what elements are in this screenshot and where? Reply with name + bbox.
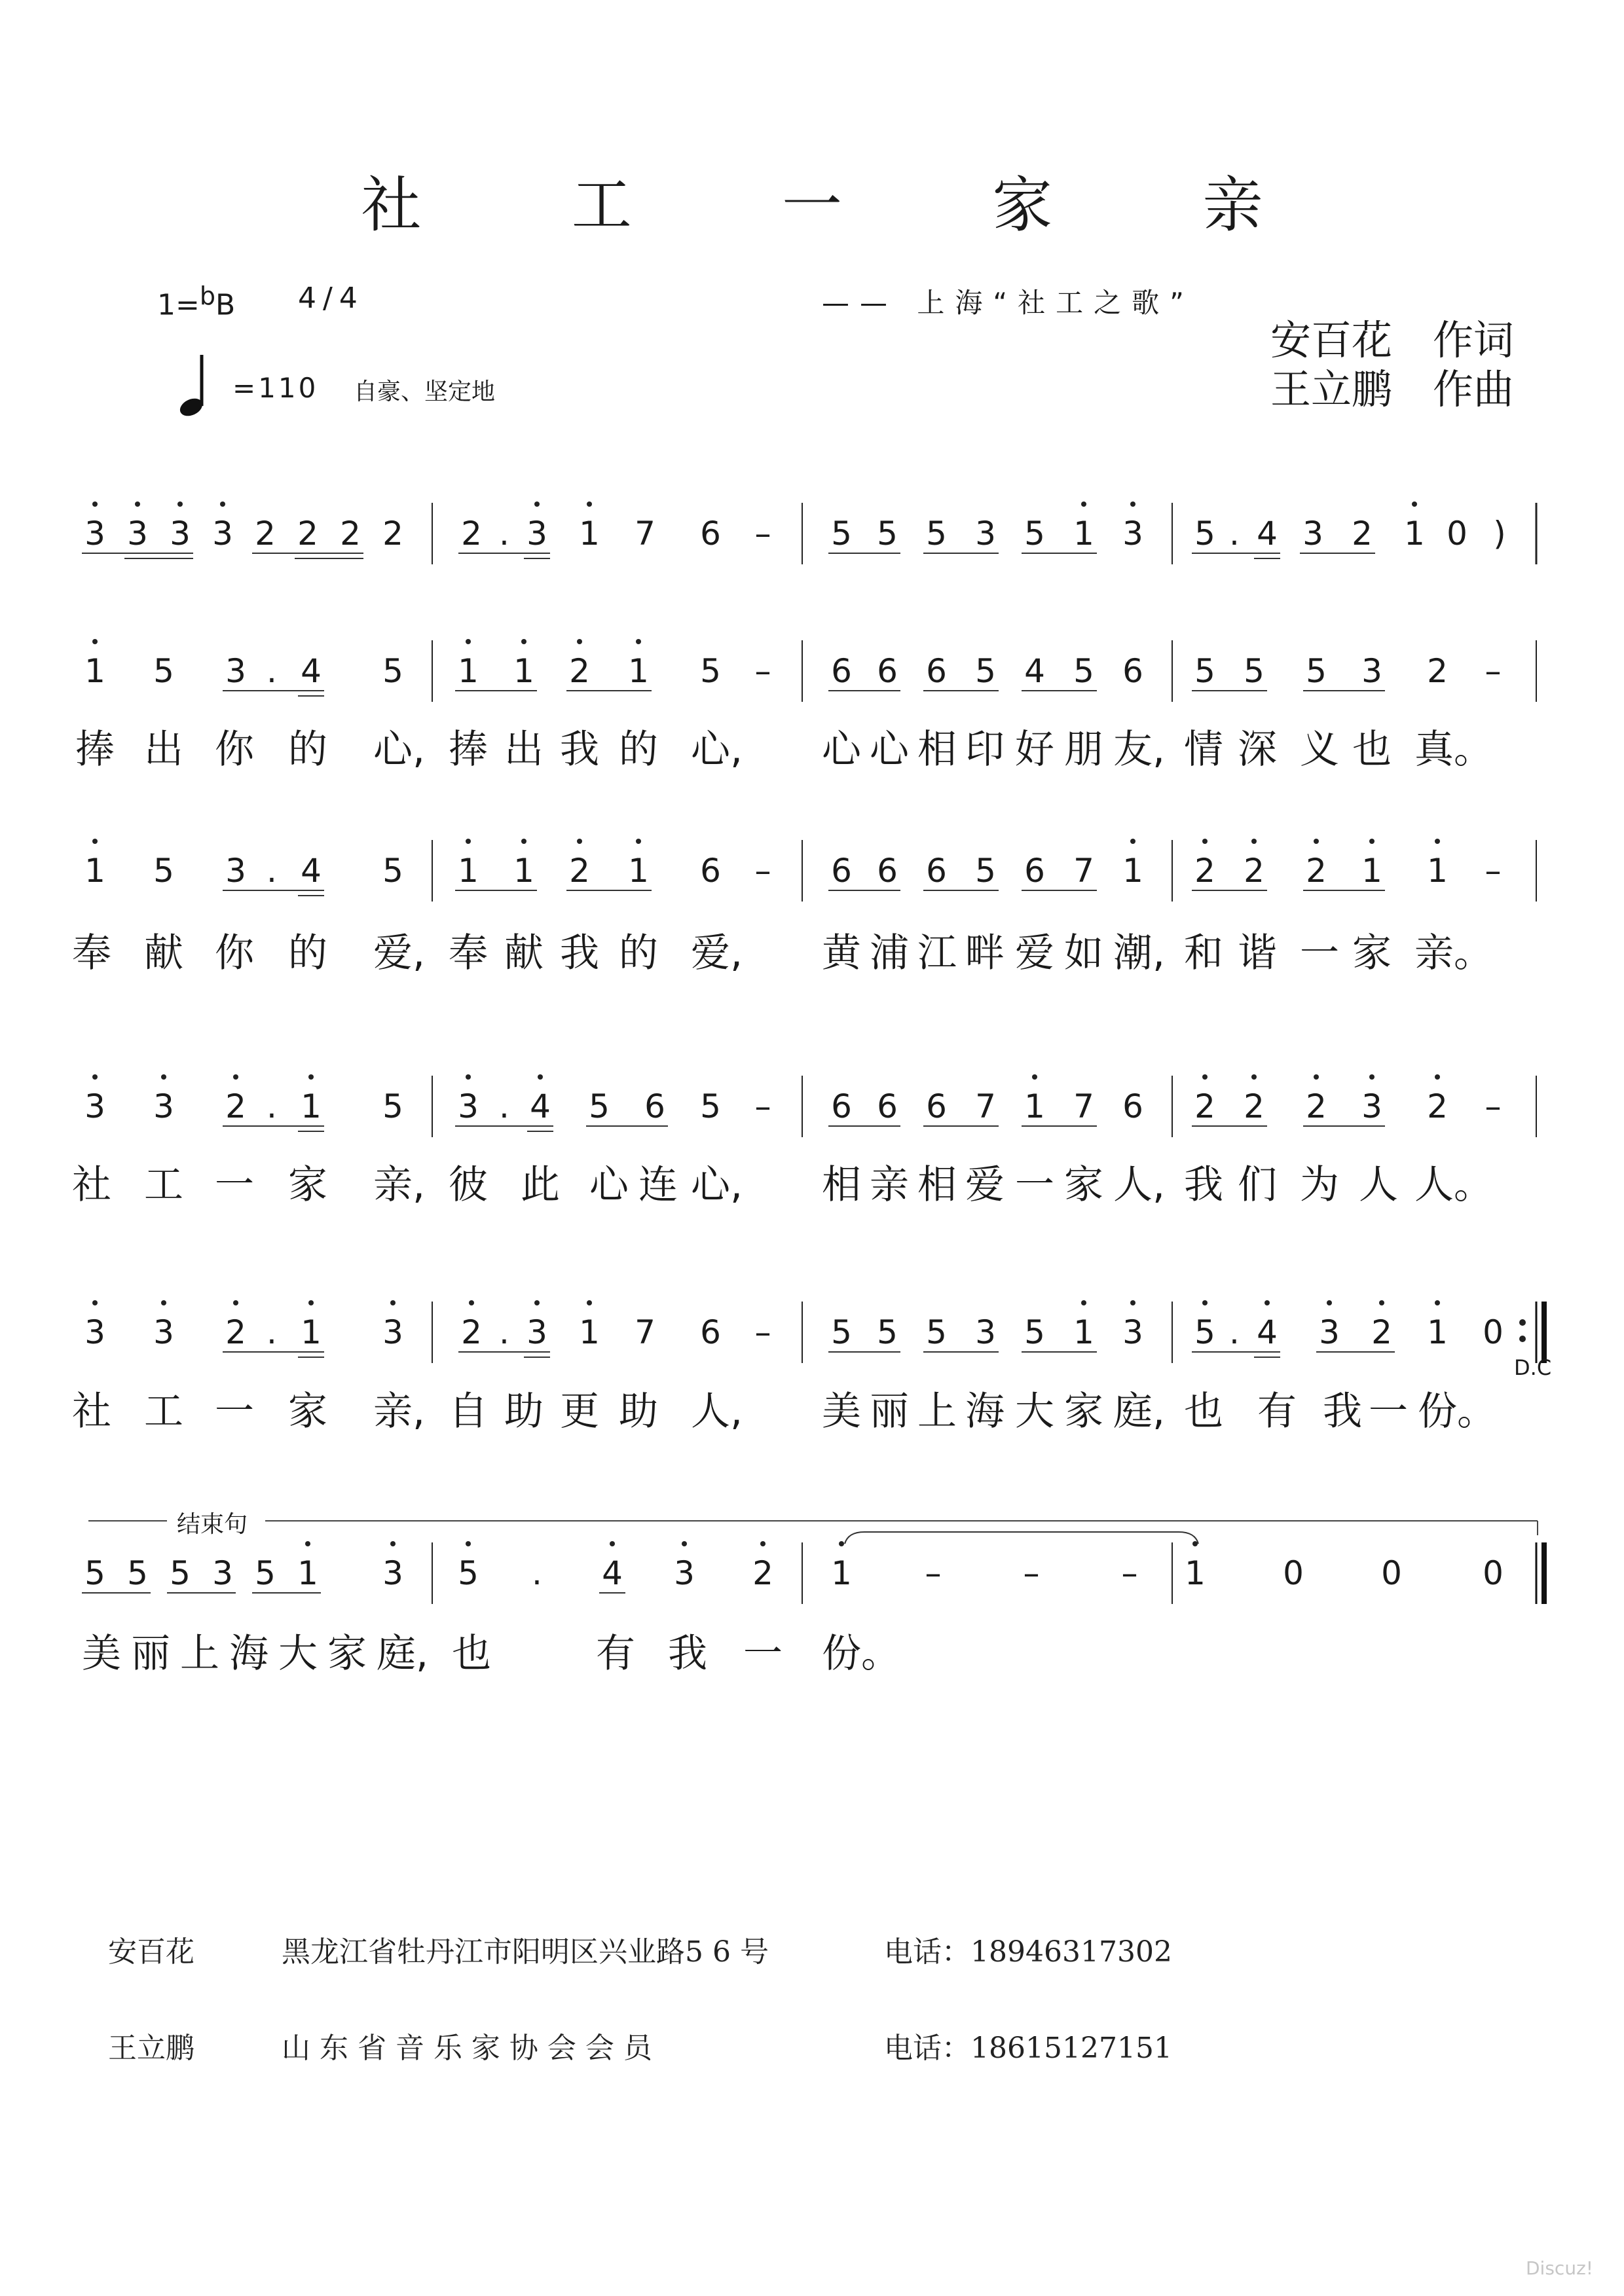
svg-text:.: . [499,515,509,553]
lyric-char: 深 [1238,727,1277,773]
svg-text:0: 0 [1483,1554,1504,1592]
lyric-char: 心 [870,727,909,773]
watermark: Discuz! [1526,2257,1593,2279]
svg-text:5: 5 [1073,652,1094,690]
key-note: B [215,288,236,322]
svg-text:–: – [925,1554,942,1592]
key-prefix: 1= [157,288,200,322]
svg-text:6: 6 [926,652,947,690]
lyric-char: 大 [1015,1389,1054,1434]
svg-text:1: 1 [1427,852,1448,890]
svg-text:6: 6 [644,1087,665,1125]
coda-label: 结束句 [177,1511,248,1538]
svg-text:1: 1 [301,1087,322,1125]
svg-text:1: 1 [301,1313,322,1351]
svg-text:5: 5 [975,852,996,890]
svg-text:6: 6 [877,852,898,890]
svg-text:–: – [1485,852,1502,890]
svg-text:1: 1 [84,652,105,690]
svg-text:7: 7 [635,515,655,553]
lyric-char: 助 [504,1389,544,1434]
lyric-char: 有 [1257,1389,1297,1434]
svg-text:3: 3 [127,515,148,553]
lyric-char: 一 [215,1389,254,1434]
lyric-char: 潮, [1113,930,1166,976]
svg-text:7: 7 [1073,1087,1094,1125]
svg-text:1: 1 [513,852,534,890]
svg-text:3: 3 [212,1554,233,1592]
lyric-char: 真。 [1414,727,1493,773]
footer-info-2: 山 东 省 音 乐 家 协 会 会 员 [282,2032,652,2065]
svg-text:5: 5 [84,1554,105,1592]
lyric-char: 人。 [1414,1162,1493,1208]
svg-text:0: 0 [1483,1313,1504,1351]
lyric-char: 也 [1184,1389,1223,1434]
footer-phone-2: 电话：18615127151 [884,2032,1172,2065]
lyric-char: 心 [822,727,861,773]
svg-text:1: 1 [513,652,534,690]
lyric-char: 家 [327,1631,367,1677]
svg-text:6: 6 [831,852,852,890]
svg-text:6: 6 [877,652,898,690]
lyric-char: 谐 [1238,930,1277,976]
lyric-char: 爱, [691,930,743,976]
svg-text:5: 5 [153,852,174,890]
lyric-char: 一 [1300,930,1339,976]
svg-text:5: 5 [458,1554,479,1592]
lyric-char: 心 [589,1162,629,1208]
lyric-char: 亲 [870,1162,909,1208]
lyric-char: 亲。 [1414,930,1493,976]
svg-text:2: 2 [1427,652,1448,690]
svg-text:6: 6 [1122,652,1143,690]
svg-text:5: 5 [700,652,721,690]
lyric-char: 和 [1184,930,1223,976]
svg-text:–: – [1485,1087,1502,1125]
composer-credit: 王立鹏 作曲 [1270,365,1515,413]
svg-text:1: 1 [458,652,479,690]
lyric-char: 也 [1352,727,1392,773]
lyric-line-3 [65,1154,1572,1206]
svg-text:1: 1 [84,852,105,890]
svg-text:3: 3 [382,1554,403,1592]
lyric-char: 社 [72,1389,111,1434]
lyric-char: 印 [965,727,1005,773]
svg-text:2: 2 [382,515,403,553]
lyric-char: 份。 [822,1631,900,1677]
svg-text:.: . [1229,515,1240,553]
svg-text:.: . [267,852,277,890]
svg-text:1: 1 [1361,852,1382,890]
lyric-char: 亲, [373,1162,426,1208]
lyric-char: 奉 [72,930,111,976]
svg-text:2: 2 [752,1554,773,1592]
lyric-char: 上 [917,1389,957,1434]
svg-text:1: 1 [297,1554,318,1592]
song-title: 社 工 一 家 亲 [361,170,1329,240]
svg-text:1: 1 [1404,515,1425,553]
svg-text:1: 1 [831,1554,852,1592]
lyric-char: 情 [1184,727,1223,773]
svg-text:3: 3 [674,1554,695,1592]
svg-text:2: 2 [225,1313,246,1351]
lyric-char: 亲, [373,1389,426,1434]
svg-text:2: 2 [340,515,361,553]
lyric-char: 为 [1300,1162,1339,1208]
lyric-line-4 [65,1380,1572,1432]
lyric-char: 捧 [449,727,488,773]
subtitle: —— 上海“社工之歌” [822,287,1194,319]
lyric-char: 连 [638,1162,678,1208]
svg-text:2: 2 [461,515,482,553]
svg-text:5: 5 [831,515,852,553]
lyric-char: 庭, [377,1631,429,1677]
svg-text:3: 3 [153,1087,174,1125]
svg-text:7: 7 [1073,852,1094,890]
lyric-char: 一 [215,1162,254,1208]
svg-text:.: . [499,1087,509,1125]
svg-text:1: 1 [579,1313,600,1351]
lyric-char: 你 [215,930,254,976]
lyric-char: 一 [743,1631,783,1677]
lyric-char: 有 [596,1631,635,1677]
lyric-char: 我 [560,727,599,773]
lyric-char: 人, [691,1389,743,1434]
da-capo-mark: D.C [1514,1355,1552,1380]
lyric-char: 家 [288,1162,327,1208]
notation-row-5 [0,1283,1624,1388]
svg-text:–: – [754,515,771,553]
svg-text:–: – [754,1087,771,1125]
svg-text:3: 3 [458,1087,479,1125]
lyric-char: 海 [965,1389,1005,1434]
svg-text:3: 3 [1302,515,1323,553]
lyric-char: 奉 [449,930,488,976]
svg-text:6: 6 [700,515,721,553]
svg-text:3: 3 [84,1087,105,1125]
svg-text:3: 3 [1361,652,1382,690]
svg-text:1: 1 [628,852,649,890]
lyric-char: 出 [144,727,183,773]
notation-row-coda [0,1524,1624,1629]
svg-text:1: 1 [1185,1554,1206,1592]
footer-phone-1: 电话：18946317302 [884,1935,1172,1969]
lyric-char: 此 [521,1162,560,1208]
lyric-char: 相 [822,1162,861,1208]
lyric-char: 捧 [75,727,115,773]
lyric-char: 也 [452,1631,491,1677]
svg-text:4: 4 [301,652,322,690]
svg-text:6: 6 [831,652,852,690]
svg-text:3: 3 [1122,515,1143,553]
svg-text:3: 3 [526,515,547,553]
svg-text:1: 1 [1073,1313,1094,1351]
footer-name-1: 安百花 [108,1935,194,1969]
svg-text:6: 6 [1122,1087,1143,1125]
svg-text:3: 3 [975,1313,996,1351]
svg-text:2: 2 [569,852,590,890]
svg-text:2: 2 [1306,1087,1327,1125]
svg-text:2: 2 [461,1313,482,1351]
lyric-line-2 [65,922,1572,974]
svg-text:5: 5 [1194,1313,1215,1351]
svg-text:5: 5 [1194,515,1215,553]
svg-text:.: . [532,1554,542,1592]
svg-text:3: 3 [1122,1313,1143,1351]
lyric-char: 我 [668,1631,707,1677]
lyric-char: 朋 [1064,727,1103,773]
svg-text:3: 3 [153,1313,174,1351]
svg-text:5: 5 [877,515,898,553]
lyric-char: 献 [144,930,183,976]
lyric-line-1 [65,718,1572,771]
lyric-char: 友, [1113,727,1166,773]
lyric-char: 美 [82,1631,121,1677]
svg-text:5: 5 [382,1087,403,1125]
svg-text:1: 1 [1073,515,1094,553]
svg-text:6: 6 [831,1087,852,1125]
lyric-char: 浦 [870,930,909,976]
svg-text:4: 4 [530,1087,551,1125]
svg-text:5: 5 [255,1554,276,1592]
svg-text:–: – [1023,1554,1040,1592]
svg-text:2: 2 [1352,515,1373,553]
svg-text:3: 3 [526,1313,547,1351]
lyric-char: 相 [917,1162,957,1208]
lyric-char: 们 [1238,1162,1277,1208]
svg-text:6: 6 [700,1313,721,1351]
svg-text:1: 1 [628,652,649,690]
svg-text:–: – [754,652,771,690]
lyric-char: 庭, [1113,1389,1166,1434]
lyric-char: 人 [1359,1162,1398,1208]
footer-info-1: 黑龙江省牡丹江市阳明区兴业路5 6 号 [282,1935,769,1969]
svg-text:.: . [499,1313,509,1351]
svg-text:2: 2 [569,652,590,690]
lyric-char: 心, [691,727,743,773]
svg-text:3: 3 [382,1313,403,1351]
footer-name-2: 王立鹏 [108,2032,194,2065]
lyric-char: 黄 [822,930,861,976]
lyric-char: 爱 [1015,930,1054,976]
lyric-char: 丽 [131,1631,170,1677]
lyric-char: 我 [560,930,599,976]
lyric-char: 大 [278,1631,318,1677]
lyric-char: 更 [560,1389,599,1434]
svg-text:5: 5 [382,852,403,890]
lyric-char: 上 [180,1631,219,1677]
svg-text:–: – [754,1313,771,1351]
lyric-char: 自 [449,1389,488,1434]
svg-text:): ) [1493,515,1506,553]
lyric-char: 江 [917,930,957,976]
lyric-char: 好 [1015,727,1054,773]
svg-text:5: 5 [926,515,947,553]
svg-text:5: 5 [170,1554,191,1592]
svg-text:3: 3 [225,652,246,690]
svg-text:1: 1 [1122,852,1143,890]
svg-text:3: 3 [84,1313,105,1351]
svg-text:4: 4 [1257,1313,1278,1351]
svg-text:–: – [1485,652,1502,690]
svg-text:5: 5 [1306,652,1327,690]
svg-text:2: 2 [225,1087,246,1125]
svg-text:2: 2 [297,515,318,553]
lyric-char: 海 [229,1631,268,1677]
flat-sign: b [199,282,215,310]
quarter-note-icon [177,352,206,418]
svg-text:4: 4 [301,852,322,890]
key-signature [157,282,235,322]
svg-text:0: 0 [1283,1554,1304,1592]
svg-text:3: 3 [1319,1313,1340,1351]
svg-text:5: 5 [382,652,403,690]
svg-text:1: 1 [1427,1313,1448,1351]
time-signature: 4/4 [298,282,364,315]
lyric-char: 美 [822,1389,861,1434]
lyric-char: 畔 [965,930,1005,976]
svg-text:3: 3 [975,515,996,553]
lyric-char: 心, [691,1162,743,1208]
expression-mark: 自豪、坚定地 [354,378,496,405]
lyric-char: 如 [1064,930,1103,976]
lyric-char: 的 [288,727,327,773]
svg-text:3: 3 [1361,1087,1382,1125]
lyric-char: 家 [1064,1162,1103,1208]
lyric-char: 你 [215,727,254,773]
notation-row-1 [0,484,1624,589]
svg-text:2: 2 [1194,852,1215,890]
lyric-char: 爱 [965,1162,1005,1208]
svg-text:5: 5 [153,652,174,690]
lyric-char: 我 [1323,1389,1362,1434]
lyric-char: 献 [504,930,544,976]
svg-text:5: 5 [926,1313,947,1351]
svg-text:7: 7 [635,1313,655,1351]
svg-text:6: 6 [700,852,721,890]
svg-text:5: 5 [127,1554,148,1592]
lyric-char: 社 [72,1162,111,1208]
lyric-char: 爱, [373,930,426,976]
svg-text:5: 5 [700,1087,721,1125]
svg-text:5: 5 [1244,652,1264,690]
lyric-char: 家 [1352,930,1392,976]
svg-text:3: 3 [170,515,191,553]
svg-text:5: 5 [589,1087,610,1125]
svg-text:2: 2 [1306,852,1327,890]
lyric-char: 的 [288,930,327,976]
lyric-char: 工 [144,1162,183,1208]
lyric-char: 出 [504,727,544,773]
svg-text:0: 0 [1447,515,1467,553]
lyricist-credit: 安百花 作词 [1270,316,1515,364]
svg-text:1: 1 [1024,1087,1045,1125]
lyric-line-coda [65,1622,1572,1675]
lyric-char: 的 [619,930,658,976]
svg-text:5: 5 [1024,515,1045,553]
svg-text:2: 2 [1244,1087,1264,1125]
lyric-char: 相 [917,727,957,773]
notation-row-4 [0,1057,1624,1162]
svg-text:.: . [267,652,277,690]
svg-text:6: 6 [926,852,947,890]
lyric-char: 丽 [870,1389,909,1434]
notation-row-3 [0,822,1624,926]
lyric-char: 的 [619,727,658,773]
lyric-char: 助 [619,1389,658,1434]
svg-text:.: . [267,1313,277,1351]
svg-text:6: 6 [877,1087,898,1125]
svg-text:0: 0 [1381,1554,1402,1592]
svg-text:2: 2 [1194,1087,1215,1125]
lyric-char: 家 [1064,1389,1103,1434]
lyric-char: 义 [1300,727,1339,773]
lyric-char: 份。 [1418,1389,1496,1434]
svg-text:5: 5 [1024,1313,1045,1351]
svg-text:3: 3 [225,852,246,890]
lyric-char: 一 [1015,1162,1054,1208]
svg-text:1: 1 [458,852,479,890]
svg-text:4: 4 [602,1554,623,1592]
lyric-char: 我 [1184,1162,1223,1208]
svg-text:2: 2 [255,515,276,553]
svg-text:4: 4 [1024,652,1045,690]
lyric-char: 心, [373,727,426,773]
lyric-char: 一 [1369,1389,1408,1434]
svg-text:2: 2 [1244,852,1264,890]
svg-text:5: 5 [1194,652,1215,690]
svg-text:–: – [1121,1554,1138,1592]
svg-text:2: 2 [1371,1313,1392,1351]
svg-text:5: 5 [975,652,996,690]
notation-row-2 [0,622,1624,727]
svg-text:.: . [1229,1313,1240,1351]
svg-text:4: 4 [1257,515,1278,553]
svg-text:3: 3 [212,515,233,553]
svg-text:.: . [267,1087,277,1125]
lyric-char: 彼 [449,1162,488,1208]
svg-text:5: 5 [831,1313,852,1351]
lyric-char: 人, [1113,1162,1166,1208]
lyric-char: 家 [288,1389,327,1434]
svg-text:2: 2 [1427,1087,1448,1125]
svg-text:6: 6 [1024,852,1045,890]
svg-text:6: 6 [926,1087,947,1125]
tempo-mark: =110 [232,372,319,404]
lyric-char: 工 [144,1389,183,1434]
svg-text:–: – [754,852,771,890]
svg-text:3: 3 [84,515,105,553]
svg-text:7: 7 [975,1087,996,1125]
svg-text:1: 1 [579,515,600,553]
svg-text:5: 5 [877,1313,898,1351]
